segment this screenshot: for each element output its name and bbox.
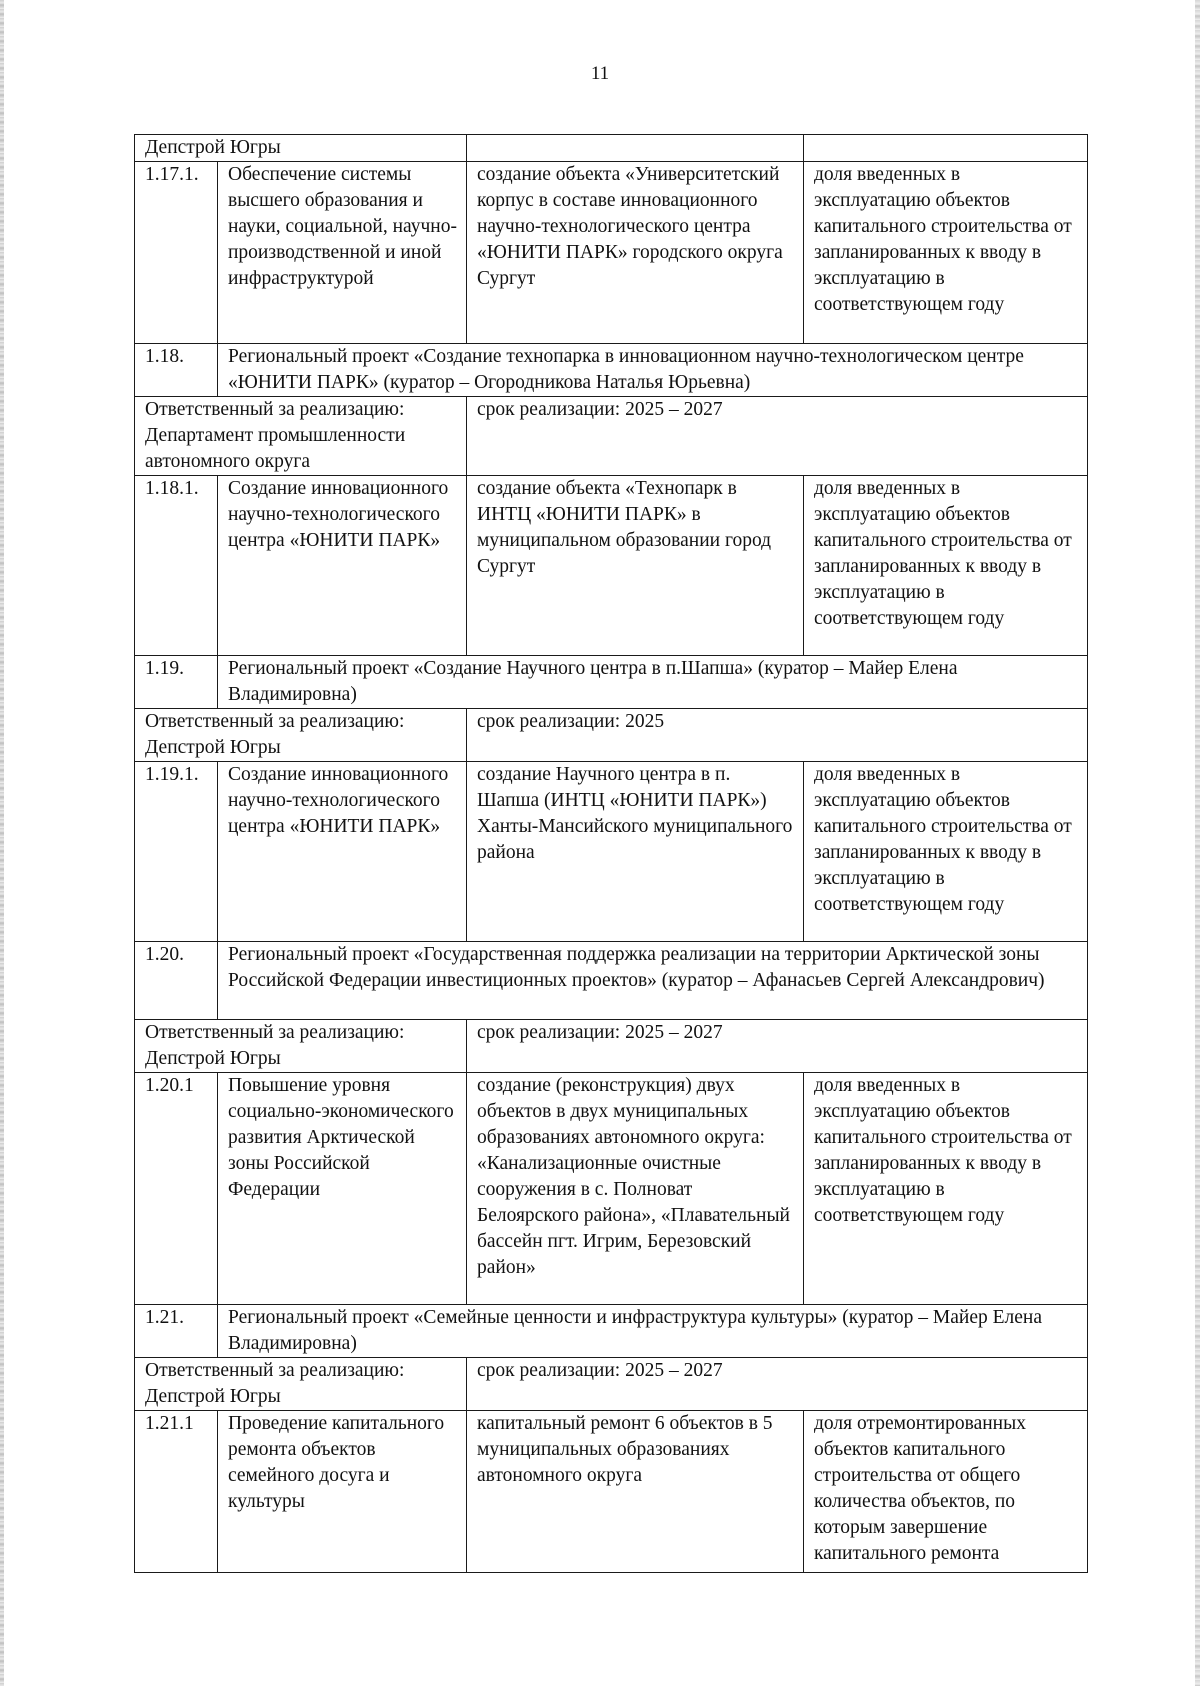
indicator-cell: доля введенных в эксплуатацию объектов капитального строительства от запланированных к вводу в эксплуатацию в соответствующем году [804, 762, 1088, 942]
project-title: Региональный проект «Государственная поддержка реализации на территории Арктической зоны Российской Федерации инвестиционных проектов» (куратор – Афанасьев Сергей Александрович) [218, 942, 1088, 1020]
table-row [135, 709, 1088, 762]
result-cell: создание объекта «Технопарк в ИНТЦ «ЮНИТИ ПАРК» в муниципальном образовании город Сургут [467, 476, 804, 656]
scan-edge-left [0, 0, 4, 1686]
indicator-cell: доля введенных в эксплуатацию объектов капитального строительства от запланированных к вводу в эксплуатацию в соответствующем году [804, 162, 1088, 344]
indicator-cell: доля введенных в эксплуатацию объектов капитального строительства от запланированных к вводу в эксплуатацию в соответствующем году [804, 476, 1088, 656]
responsible-cell: Депстрой Югры [135, 135, 467, 162]
responsible-cell: Ответственный за реализацию: Депстрой Югры [135, 1358, 467, 1411]
row-number: 1.20.1 [135, 1073, 218, 1305]
empty-cell [467, 135, 804, 162]
task-cell: Повышение уровня социально-экономического развития Арктической зоны Российской Федерации [218, 1073, 467, 1305]
table-row [135, 162, 1088, 344]
table-row [135, 476, 1088, 656]
table-row [135, 135, 1088, 162]
term-cell: срок реализации: 2025 [467, 709, 1088, 762]
row-number: 1.21.1 [135, 1411, 218, 1573]
project-title: Региональный проект «Семейные ценности и инфраструктура культуры» (куратор – Майер Елена Владимировна) [218, 1305, 1088, 1358]
project-number: 1.21. [135, 1305, 218, 1358]
project-number: 1.18. [135, 344, 218, 397]
project-title: Региональный проект «Создание технопарка в инновационном научно-технологическом центре «ЮНИТИ ПАРК» (куратор – Огородникова Наталья Юрьевна) [218, 344, 1088, 397]
page-number: 11 [590, 63, 610, 84]
table-row [135, 1411, 1088, 1573]
result-cell: создание Научного центра в п. Шапша (ИНТЦ «ЮНИТИ ПАРК») Ханты-Мансийского муниципального района [467, 762, 804, 942]
project-number: 1.19. [135, 656, 218, 709]
result-cell: создание объекта «Университетский корпус в составе инновационного научно-технологического центра «ЮНИТИ ПАРК» городского округа Сургут [467, 162, 804, 344]
row-number: 1.19.1. [135, 762, 218, 942]
table-row [135, 1020, 1088, 1073]
indicator-cell: доля введенных в эксплуатацию объектов капитального строительства от запланированных к вводу в эксплуатацию в соответствующем году [804, 1073, 1088, 1305]
row-number: 1.18.1. [135, 476, 218, 656]
result-cell: создание (реконструкция) двух объектов в двух муниципальных образованиях автономного округа: «Канализационные очистные сооружения в с. Полноват Белоярского района», «Плавательный бассейн пгт. Игрим, Березовский район» [467, 1073, 804, 1305]
table-row [135, 1305, 1088, 1358]
project-title: Региональный проект «Создание Научного центра в п.Шапша» (куратор – Майер Елена Владимировна) [218, 656, 1088, 709]
row-number: 1.17.1. [135, 162, 218, 344]
table-row [135, 1073, 1088, 1305]
indicator-cell: доля отремонтированных объектов капитального строительства от общего количества объектов, по которым завершение капитального ремонта [804, 1411, 1088, 1573]
term-cell: срок реализации: 2025 – 2027 [467, 397, 1088, 476]
task-cell: Обеспечение системы высшего образования и науки, социальной, научно-производственной и иной инфраструктурой [218, 162, 467, 344]
project-number: 1.20. [135, 942, 218, 1020]
term-cell: срок реализации: 2025 – 2027 [467, 1358, 1088, 1411]
responsible-cell: Ответственный за реализацию: Депстрой Югры [135, 709, 467, 762]
table-row [135, 656, 1088, 709]
task-cell: Проведение капитального ремонта объектов семейного досуга и культуры [218, 1411, 467, 1573]
responsible-cell: Ответственный за реализацию: Депстрой Югры [135, 1020, 467, 1073]
empty-cell [804, 135, 1088, 162]
result-cell: капитальный ремонт 6 объектов в 5 муниципальных образованиях автономного округа [467, 1411, 804, 1573]
measures-table [134, 134, 1088, 1573]
table-row [135, 1358, 1088, 1411]
task-cell: Создание инновационного научно-технологического центра «ЮНИТИ ПАРК» [218, 476, 467, 656]
term-cell: срок реализации: 2025 – 2027 [467, 1020, 1088, 1073]
task-cell: Создание инновационного научно-технологического центра «ЮНИТИ ПАРК» [218, 762, 467, 942]
responsible-cell: Ответственный за реализацию: Департамент промышленности автономного округа [135, 397, 467, 476]
scan-edge-right [1195, 0, 1200, 1686]
table-row [135, 344, 1088, 397]
table-row [135, 397, 1088, 476]
table-row [135, 762, 1088, 942]
table-row [135, 942, 1088, 1020]
